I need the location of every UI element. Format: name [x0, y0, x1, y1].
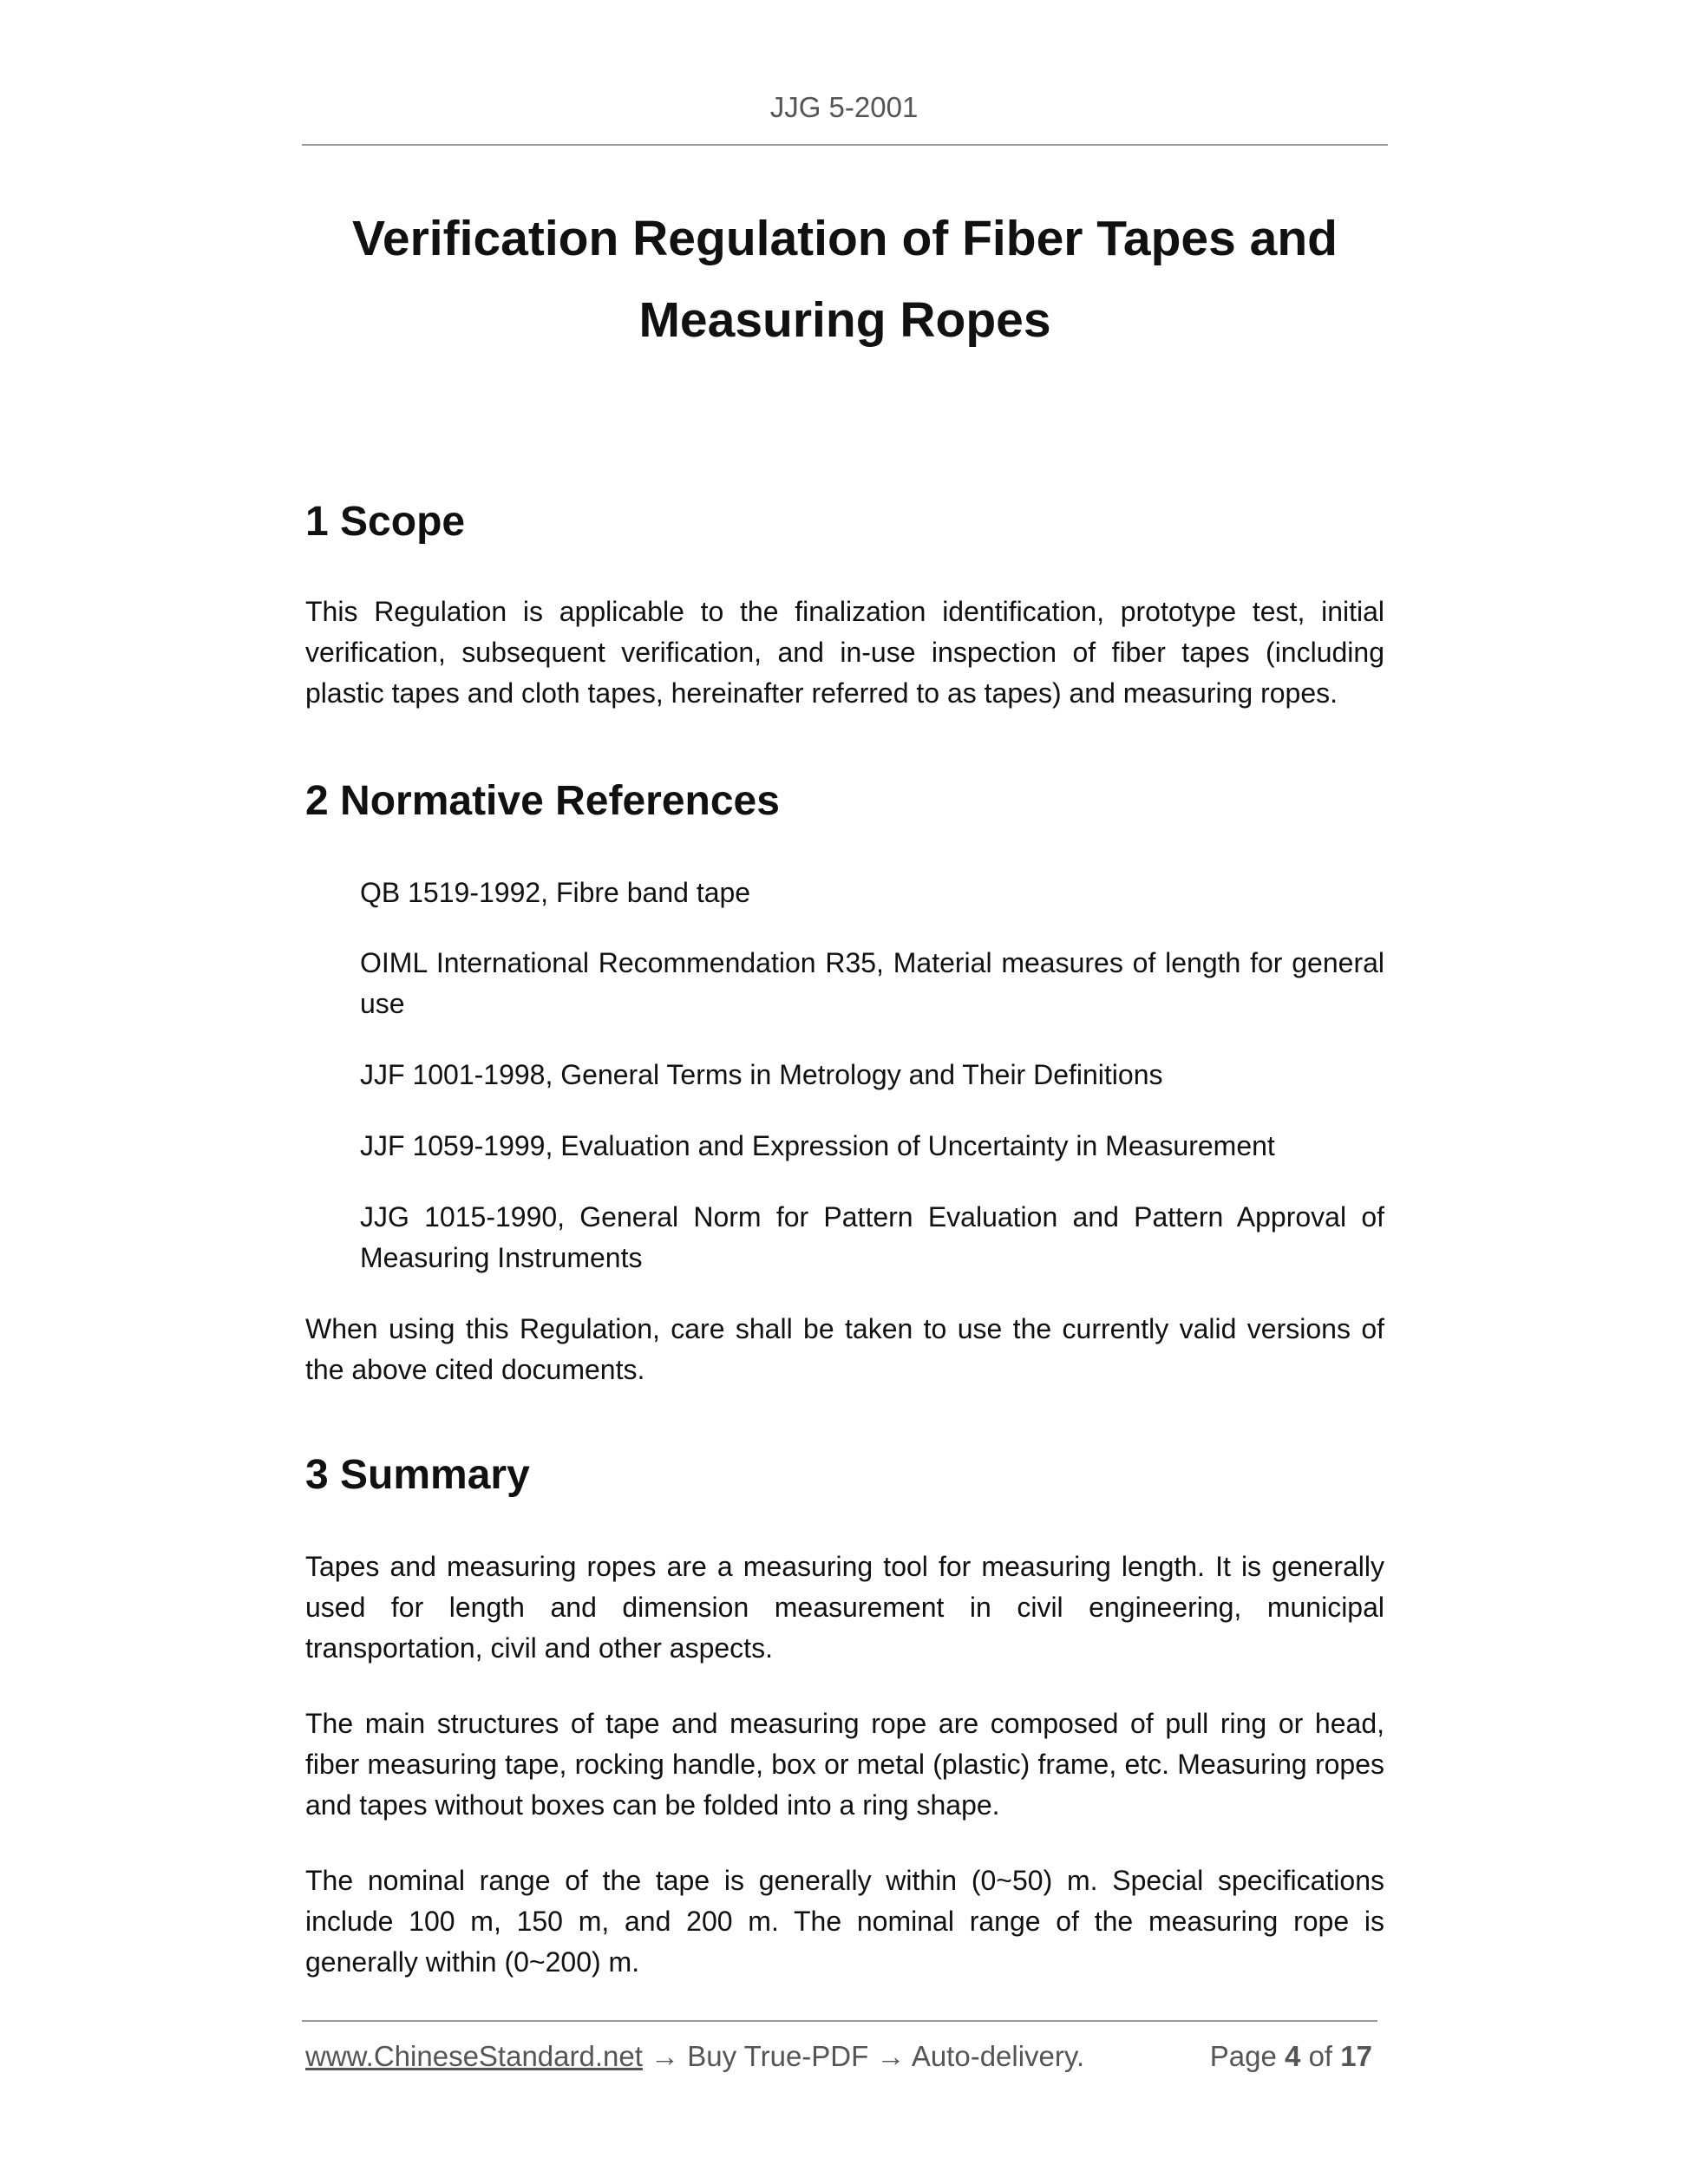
footer-promo [305, 2040, 1084, 2073]
running-header: JJG 5-2001 [769, 91, 919, 123]
reference-item: JJF 1059-1999, Evaluation and Expression of Uncertainty in Measurement [360, 1130, 1275, 1161]
references-note: When using this Regulation, care shall be taken to use the currently valid versions of the above cited documents. [305, 1313, 1384, 1385]
page-current: 4 [1285, 2040, 1301, 2072]
reference-item: JJG 1015-1990, General Norm for Pattern Evaluation and Pattern Approval of Measuring Instruments [360, 1201, 1384, 1273]
footer-promo-text: → Buy True-PDF → Auto-delivery. [642, 2040, 1085, 2072]
page-label: Page [1209, 2040, 1277, 2072]
page-number [1210, 2040, 1372, 2073]
header-divider [302, 144, 1388, 146]
title-line-1: Verification Regulation of Fiber Tapes and [352, 211, 1338, 266]
page-total: 17 [1340, 2040, 1372, 2072]
footer-divider [302, 2020, 1377, 2022]
summary-paragraph: The nominal range of the tape is generally within (0~50) m. Special specifications include 100 m, 150 m, and 200 m. The nominal range of the measuring rope is generally within (0~200) m. [305, 1865, 1384, 1978]
document-title [302, 198, 1388, 361]
section-heading-references: 2 Normative References [305, 778, 780, 824]
reference-item: OIML International Recommendation R35, Material measures of length for general use [360, 947, 1384, 1019]
title-line-2: Measuring Ropes [638, 292, 1051, 348]
summary-paragraph: Tapes and measuring ropes are a measuring tool for measuring length. It is generally used for length and dimension measurement in civil engineering, municipal transportation, civil and other aspects. [305, 1551, 1384, 1664]
summary-paragraph: The main structures of tape and measuring rope are composed of pull ring or head, fiber measuring tape, rocking handle, box or metal (plastic) frame, etc. Measuring ropes and tapes without boxes can be folded into a ring shape. [305, 1708, 1384, 1821]
section-heading-scope: 1 Scope [305, 499, 466, 545]
reference-item: JJF 1001-1998, General Terms in Metrology and Their Definitions [360, 1059, 1163, 1090]
scope-paragraph: This Regulation is applicable to the finalization identification, prototype test, initial verification, subsequent verification, and in-use inspection of fiber tapes (including plastic tapes and cloth tapes, hereinafter referred to as tapes) and measuring ropes. [305, 596, 1384, 709]
reference-item: QB 1519-1992, Fibre band tape [360, 877, 751, 908]
page-of-label: of [1308, 2040, 1333, 2072]
section-heading-summary: 3 Summary [305, 1452, 530, 1498]
website-link[interactable]: www.ChineseStandard.net [305, 2040, 643, 2072]
